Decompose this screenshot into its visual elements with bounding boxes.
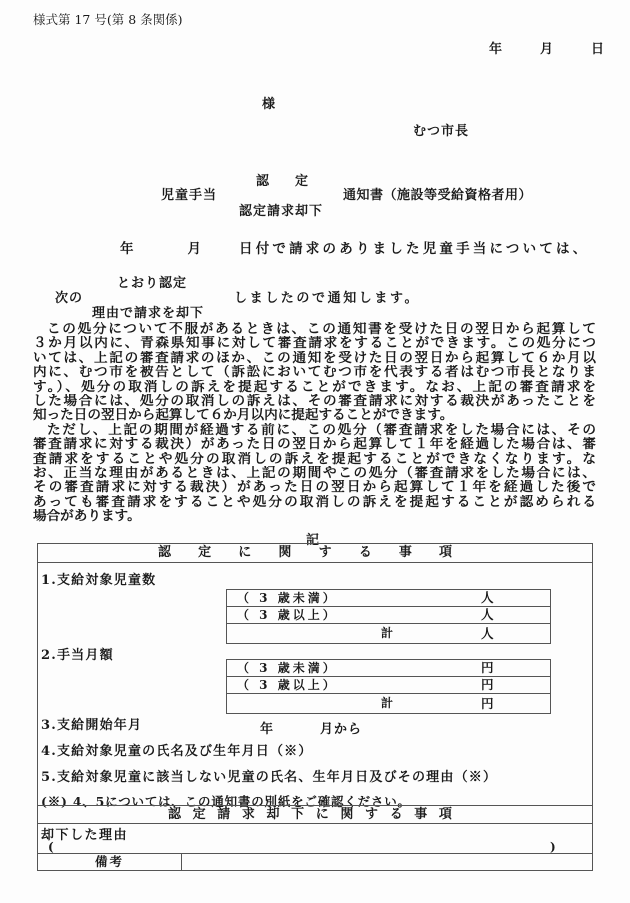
- appeal-notice-text: [33, 322, 596, 523]
- heading-char: 下: [291, 807, 305, 822]
- heading-char: 事: [398, 545, 412, 560]
- title-option-approve: 認 定: [256, 174, 309, 189]
- item2-label: 2.手当月額: [41, 648, 114, 663]
- body-line: 場合があります。: [33, 509, 141, 524]
- row-label: （ 3 歳以上）: [237, 608, 338, 622]
- row-label: 計: [380, 696, 396, 710]
- child-count-row-total: [227, 623, 550, 643]
- child-count-row-under3: [227, 590, 550, 606]
- item1-label: 1.支給対象児童数: [41, 573, 157, 588]
- heading-char: 関: [278, 545, 292, 560]
- row-label: 計: [380, 626, 396, 640]
- intro-year: 年: [120, 241, 134, 257]
- heading-char: 項: [438, 545, 452, 560]
- body-line: 査請求をすることや処分の取消しの訴えを提起することができなくなります。な: [33, 451, 596, 466]
- issuer: むつ市長: [413, 124, 470, 139]
- row-label: （ 3 歳未満）: [237, 591, 338, 605]
- intro-option-approve: とおり認定: [117, 276, 188, 291]
- row-unit[interactable]: 人: [481, 626, 494, 641]
- row-unit[interactable]: 円: [481, 696, 494, 711]
- title-option-reject: 認定請求却下: [239, 204, 324, 219]
- heading-char: 認: [168, 807, 182, 822]
- child-count-table: [226, 589, 551, 644]
- heading-char: に: [315, 807, 329, 822]
- remarks-field[interactable]: [182, 854, 592, 870]
- row-unit[interactable]: 人: [481, 590, 494, 605]
- row-unit[interactable]: 人: [481, 607, 494, 622]
- body-line: あっても審査請求をすることや処分の取消しの訴えを提起することが認められる: [33, 494, 596, 510]
- addressee-suffix: 様: [262, 97, 276, 112]
- body-line: ただし、上記の期間が経過する前に、この処分（審査請求をした場合には、その: [47, 422, 596, 438]
- intro-option-reject: 理由で請求を却下: [92, 306, 205, 321]
- start-year: 年: [260, 722, 274, 737]
- intro-rest: 日付で請求のありました児童手当については、: [239, 241, 590, 257]
- divider: [38, 562, 592, 563]
- heading-char: 請: [217, 807, 231, 822]
- body-line: ３か月以内に、青森県知事に対して審査請求をすることができます。この処分につ: [33, 336, 596, 351]
- title-suffix: 通知書（施設等受給資格者用）: [343, 188, 533, 203]
- note-text: (※) 4、5については、この通知書の別紙をご確認ください。: [41, 794, 411, 809]
- item5-label: 5.支給対象児童に該当しない児童の氏名、生年月日及びその理由（※）: [41, 770, 498, 785]
- reason-paren-open: (: [48, 840, 54, 854]
- body-line: した場合には、処分の取消しの訴えは、その審査請求に対する裁決があったことを: [33, 393, 596, 409]
- amount-row-over3: [227, 676, 550, 693]
- row-label: （ 3 歳以上）: [237, 678, 338, 692]
- body-line: お、正当な理由があるときは、上記の期間やこの処分（審査請求をした場合には、: [33, 465, 596, 481]
- details-table: [37, 543, 593, 871]
- intro-ending: しましたので通知します。: [234, 291, 421, 306]
- ki-heading: 記: [306, 533, 320, 548]
- rejection-reason-label: 却下した理由: [41, 828, 129, 843]
- approval-section-heading: [38, 544, 592, 561]
- reason-paren-close: ): [550, 840, 556, 854]
- title-prefix: 児童手当: [161, 188, 218, 203]
- heading-char: す: [318, 545, 332, 560]
- intro-date-line: [120, 237, 589, 257]
- amount-row-under3: [227, 660, 550, 676]
- body-line: その審査請求に対する裁決）があった日の翌日から起算して１年を経過した後で: [33, 480, 596, 495]
- row-unit[interactable]: 円: [481, 677, 494, 692]
- body-line: 審査請求に対する裁決）があった日の翌日から起算して１年を経過した場合は、審: [33, 437, 596, 452]
- heading-char: 定: [192, 807, 206, 822]
- child-count-row-over3: [227, 606, 550, 623]
- body-line: 内に、むつ市を被告として（訴訟においてむつ市を代表する者はむつ市長となりま: [33, 365, 596, 380]
- date-month: 月: [540, 42, 554, 57]
- heading-char: 認: [158, 545, 172, 560]
- heading-char: る: [358, 545, 372, 560]
- issue-date: [489, 38, 604, 57]
- body-line: す。）、処分の取消しの訴えを提起することができます。なお、上記の審査請求を: [33, 379, 596, 394]
- heading-char: 事: [414, 807, 428, 822]
- heading-char: 関: [340, 807, 354, 822]
- monthly-amount-table: [226, 659, 551, 714]
- date-year: 年: [489, 42, 503, 57]
- intro-month: 月: [187, 241, 201, 257]
- amount-row-total: [227, 693, 550, 713]
- rejection-section-heading: [38, 806, 592, 823]
- item3-label: 3.支給開始年月: [41, 718, 143, 733]
- intro-next: 次の: [55, 291, 84, 306]
- remarks-label: 備考: [94, 854, 124, 869]
- body-line: 知った日の翌日から起算して６か月以内に提起することができます。: [33, 408, 454, 423]
- date-day: 日: [591, 42, 605, 57]
- item4-label: 4.支給対象児童の氏名及び生年月日（※）: [41, 744, 313, 759]
- heading-char: る: [389, 807, 403, 822]
- heading-char: 定: [198, 545, 212, 560]
- form-number: 様式第 17 号(第 8 条関係): [33, 12, 183, 27]
- heading-char: 求: [241, 807, 255, 822]
- start-month-from: 月から: [320, 722, 363, 737]
- heading-char: 却: [266, 807, 280, 822]
- row-unit[interactable]: 円: [481, 660, 494, 675]
- body-line: いては、上記の審査請求のほか、この通知を受けた日の翌日から起算して６か月以: [33, 350, 596, 366]
- heading-char: す: [365, 807, 379, 822]
- row-label: （ 3 歳未満）: [237, 661, 338, 675]
- body-line: この処分について不服があるときは、この通知書を受けた日の翌日から起算して: [47, 322, 596, 337]
- heading-char: に: [238, 545, 252, 560]
- heading-char: 項: [438, 807, 452, 822]
